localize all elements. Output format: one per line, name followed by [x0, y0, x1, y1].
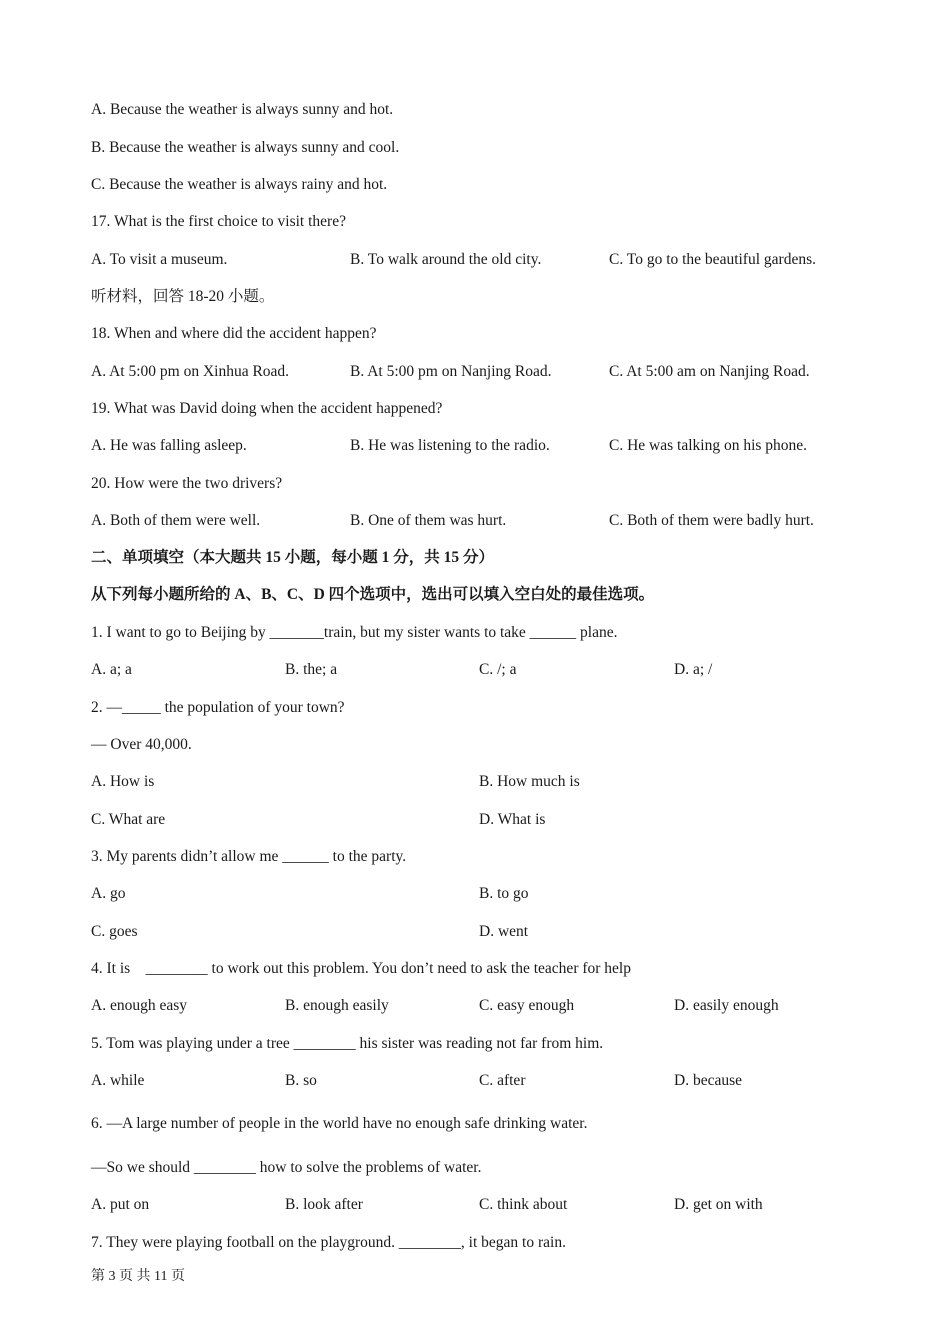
q17-question: 17. What is the first choice to visit there?	[91, 213, 346, 230]
s1-question: 1. I want to go to Beijing by _______train, but my sister wants to take ______ plane.	[91, 624, 618, 641]
s4-option-b: B. enough easily	[285, 997, 389, 1014]
page-number: 第 3 页 共 11 页	[91, 1269, 185, 1284]
s5-question: 5. Tom was playing under a tree ________ his sister was reading not far from him.	[91, 1035, 604, 1052]
s2-answer-line: — Over 40,000.	[91, 736, 192, 753]
s3-option-c: C. goes	[91, 923, 138, 940]
q17-option-c: C. To go to the beautiful gardens.	[609, 251, 816, 268]
s3-question: 3. My parents didn’t allow me ______ to the party.	[91, 848, 407, 865]
s6-option-d: D. get on with	[674, 1196, 763, 1213]
s1-option-d: D. a; /	[674, 661, 713, 678]
s4-option-c: C. easy enough	[479, 997, 575, 1014]
q19-option-b: B. He was listening to the radio.	[350, 437, 550, 454]
q16-option-a: A. Because the weather is always sunny and hot.	[91, 101, 394, 118]
section2-instruction: 从下列每小题所给的 A、B、C、D 四个选项中，选出可以填入空白处的最佳选项。	[91, 586, 655, 603]
s2-question: 2. —_____ the population of your town?	[91, 699, 345, 716]
q16-option-b: B. Because the weather is always sunny and cool.	[91, 139, 400, 156]
s6-option-c: C. think about	[479, 1196, 568, 1213]
s6-question: 6. —A large number of people in the world have no enough safe drinking water.	[91, 1115, 588, 1132]
s1-option-a: A. a; a	[91, 661, 132, 678]
s5-option-b: B. so	[285, 1072, 317, 1089]
listening-instruction: 听材料，回答 18-20 小题。	[91, 288, 275, 305]
q18-option-a: A. At 5:00 pm on Xinhua Road.	[91, 363, 290, 380]
s5-option-d: D. because	[674, 1072, 742, 1089]
q19-option-a: A. He was falling asleep.	[91, 437, 247, 454]
q17-option-b: B. To walk around the old city.	[350, 251, 542, 268]
s1-option-b: B. the; a	[285, 661, 338, 678]
q18-option-c: C. At 5:00 am on Nanjing Road.	[609, 363, 810, 380]
s3-option-b: B. to go	[479, 885, 529, 902]
s2-option-c: C. What are	[91, 811, 166, 828]
s2-option-d: D. What is	[479, 811, 546, 828]
q16-option-c: C. Because the weather is always rainy and hot.	[91, 176, 388, 193]
q19-question: 19. What was David doing when the accident happened?	[91, 400, 443, 417]
s6-option-b: B. look after	[285, 1196, 363, 1213]
s4-question: 4. It is ________ to work out this problem. You don’t need to ask the teacher for help	[91, 960, 631, 977]
s1-option-c: C. /; a	[479, 661, 517, 678]
s5-option-a: A. while	[91, 1072, 145, 1089]
q20-option-a: A. Both of them were well.	[91, 512, 261, 529]
q18-question: 18. When and where did the accident happen?	[91, 325, 377, 342]
q19-option-c: C. He was talking on his phone.	[609, 437, 808, 454]
s3-option-d: D. went	[479, 923, 529, 940]
s5-option-c: C. after	[479, 1072, 526, 1089]
s6-option-a: A. put on	[91, 1196, 150, 1213]
section2-heading: 二、单项填空（本大题共 15 小题，每小题 1 分，共 15 分）	[91, 549, 495, 566]
s2-option-b: B. How much is	[479, 773, 580, 790]
q20-option-c: C. Both of them were badly hurt.	[609, 512, 814, 529]
q18-option-b: B. At 5:00 pm on Nanjing Road.	[350, 363, 552, 380]
s4-option-d: D. easily enough	[674, 997, 779, 1014]
q17-option-a: A. To visit a museum.	[91, 251, 228, 268]
q20-option-b: B. One of them was hurt.	[350, 512, 507, 529]
q20-question: 20. How were the two drivers?	[91, 475, 283, 492]
s2-option-a: A. How is	[91, 773, 155, 790]
s6-reply: —So we should ________ how to solve the problems of water.	[91, 1159, 482, 1176]
s3-option-a: A. go	[91, 885, 126, 902]
s7-question: 7. They were playing football on the playground. ________, it began to rain.	[91, 1234, 566, 1251]
s4-option-a: A. enough easy	[91, 997, 187, 1014]
